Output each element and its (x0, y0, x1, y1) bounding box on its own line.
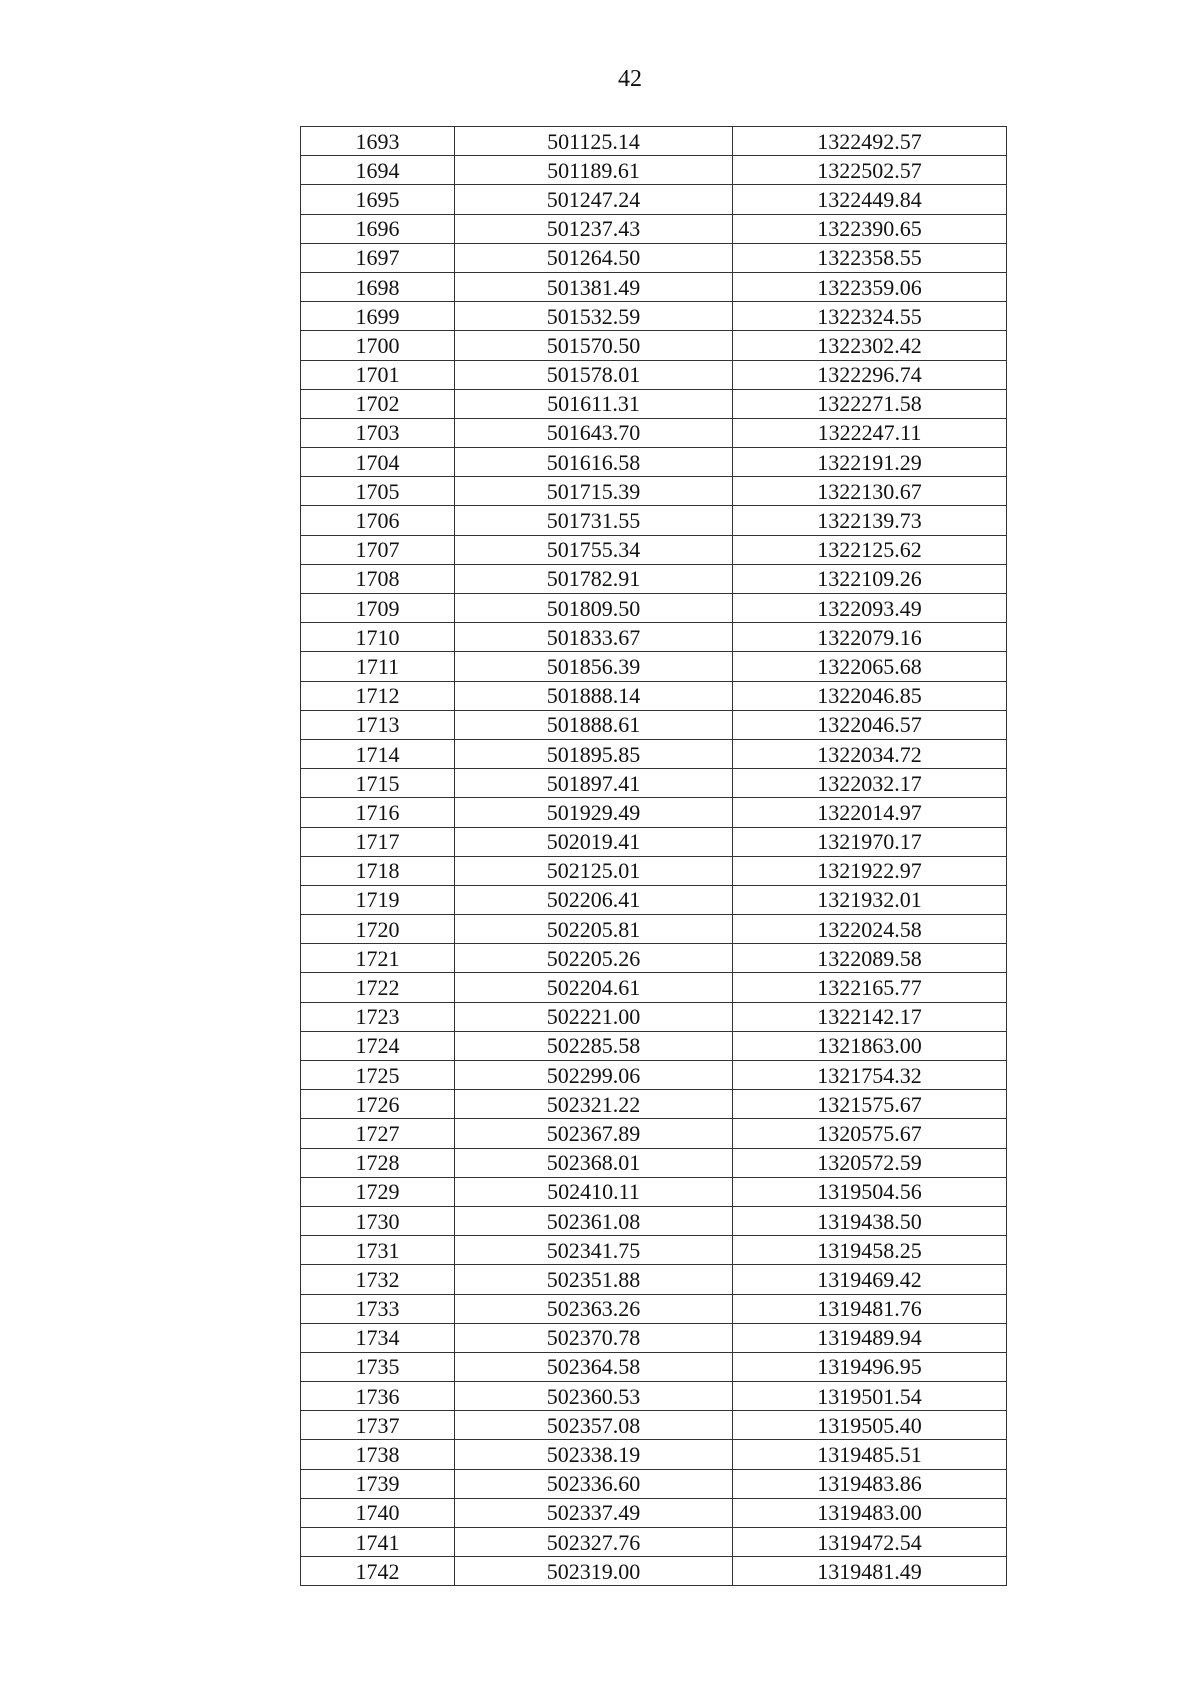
point-number-cell: 1721 (301, 944, 455, 973)
point-number-cell: 1706 (301, 506, 455, 535)
x-coordinate-cell: 502368.01 (455, 1148, 733, 1177)
y-coordinate-cell: 1322390.65 (733, 214, 1007, 243)
point-number-cell: 1710 (301, 623, 455, 652)
x-coordinate-cell: 501381.49 (455, 272, 733, 301)
table-row (301, 769, 1007, 798)
y-coordinate-cell: 1322109.26 (733, 564, 1007, 593)
x-coordinate-cell: 502367.89 (455, 1119, 733, 1148)
y-coordinate-cell: 1322165.77 (733, 973, 1007, 1002)
y-coordinate-cell: 1321932.01 (733, 885, 1007, 914)
y-coordinate-cell: 1322065.68 (733, 652, 1007, 681)
y-coordinate-cell: 1322324.55 (733, 302, 1007, 331)
table-row (301, 564, 1007, 593)
table-row (301, 1119, 1007, 1148)
coordinates-table-body (301, 127, 1007, 1586)
table-row (301, 681, 1007, 710)
table-row (301, 1177, 1007, 1206)
x-coordinate-cell: 501247.24 (455, 185, 733, 214)
y-coordinate-cell: 1319469.42 (733, 1265, 1007, 1294)
y-coordinate-cell: 1322359.06 (733, 272, 1007, 301)
point-number-cell: 1740 (301, 1498, 455, 1527)
x-coordinate-cell: 501189.61 (455, 156, 733, 185)
y-coordinate-cell: 1322296.74 (733, 360, 1007, 389)
x-coordinate-cell: 501929.49 (455, 798, 733, 827)
table-row (301, 1323, 1007, 1352)
y-coordinate-cell: 1319472.54 (733, 1528, 1007, 1557)
x-coordinate-cell: 502299.06 (455, 1061, 733, 1090)
table-row (301, 1557, 1007, 1586)
y-coordinate-cell: 1322034.72 (733, 739, 1007, 768)
y-coordinate-cell: 1322130.67 (733, 477, 1007, 506)
point-number-cell: 1713 (301, 710, 455, 739)
y-coordinate-cell: 1319438.50 (733, 1206, 1007, 1235)
table-row (301, 535, 1007, 564)
point-number-cell: 1697 (301, 243, 455, 272)
x-coordinate-cell: 502341.75 (455, 1236, 733, 1265)
point-number-cell: 1705 (301, 477, 455, 506)
x-coordinate-cell: 501782.91 (455, 564, 733, 593)
table-row (301, 1294, 1007, 1323)
x-coordinate-cell: 501532.59 (455, 302, 733, 331)
x-coordinate-cell: 502357.08 (455, 1411, 733, 1440)
x-coordinate-cell: 501895.85 (455, 739, 733, 768)
x-coordinate-cell: 502361.08 (455, 1206, 733, 1235)
y-coordinate-cell: 1319481.49 (733, 1557, 1007, 1586)
y-coordinate-cell: 1319504.56 (733, 1177, 1007, 1206)
point-number-cell: 1708 (301, 564, 455, 593)
y-coordinate-cell: 1319501.54 (733, 1382, 1007, 1411)
point-number-cell: 1709 (301, 594, 455, 623)
x-coordinate-cell: 502336.60 (455, 1469, 733, 1498)
table-row (301, 710, 1007, 739)
x-coordinate-cell: 501856.39 (455, 652, 733, 681)
table-row (301, 1440, 1007, 1469)
y-coordinate-cell: 1319481.76 (733, 1294, 1007, 1323)
table-row (301, 798, 1007, 827)
table-row (301, 623, 1007, 652)
x-coordinate-cell: 501611.31 (455, 389, 733, 418)
y-coordinate-cell: 1321970.17 (733, 827, 1007, 856)
y-coordinate-cell: 1322032.17 (733, 769, 1007, 798)
point-number-cell: 1716 (301, 798, 455, 827)
table-row (301, 214, 1007, 243)
x-coordinate-cell: 501237.43 (455, 214, 733, 243)
x-coordinate-cell: 501643.70 (455, 418, 733, 447)
point-number-cell: 1695 (301, 185, 455, 214)
coordinates-table-container (300, 126, 1007, 1586)
x-coordinate-cell: 501833.67 (455, 623, 733, 652)
point-number-cell: 1741 (301, 1528, 455, 1557)
x-coordinate-cell: 502327.76 (455, 1528, 733, 1557)
point-number-cell: 1730 (301, 1206, 455, 1235)
point-number-cell: 1701 (301, 360, 455, 389)
point-number-cell: 1703 (301, 418, 455, 447)
y-coordinate-cell: 1319485.51 (733, 1440, 1007, 1469)
x-coordinate-cell: 502221.00 (455, 1002, 733, 1031)
x-coordinate-cell: 502204.61 (455, 973, 733, 1002)
table-row (301, 389, 1007, 418)
x-coordinate-cell: 501264.50 (455, 243, 733, 272)
y-coordinate-cell: 1319496.95 (733, 1352, 1007, 1381)
x-coordinate-cell: 502285.58 (455, 1031, 733, 1060)
table-row (301, 973, 1007, 1002)
x-coordinate-cell: 501578.01 (455, 360, 733, 389)
table-row (301, 1206, 1007, 1235)
table-row (301, 331, 1007, 360)
point-number-cell: 1725 (301, 1061, 455, 1090)
x-coordinate-cell: 502360.53 (455, 1382, 733, 1411)
point-number-cell: 1714 (301, 739, 455, 768)
table-row (301, 885, 1007, 914)
table-row (301, 1352, 1007, 1381)
y-coordinate-cell: 1322302.42 (733, 331, 1007, 360)
table-row (301, 739, 1007, 768)
point-number-cell: 1736 (301, 1382, 455, 1411)
y-coordinate-cell: 1322449.84 (733, 185, 1007, 214)
table-row (301, 1498, 1007, 1527)
point-number-cell: 1724 (301, 1031, 455, 1060)
table-row (301, 827, 1007, 856)
y-coordinate-cell: 1322014.97 (733, 798, 1007, 827)
table-row (301, 1411, 1007, 1440)
point-number-cell: 1719 (301, 885, 455, 914)
y-coordinate-cell: 1321754.32 (733, 1061, 1007, 1090)
x-coordinate-cell: 502206.41 (455, 885, 733, 914)
table-row (301, 302, 1007, 331)
x-coordinate-cell: 501731.55 (455, 506, 733, 535)
point-number-cell: 1704 (301, 448, 455, 477)
y-coordinate-cell: 1322089.58 (733, 944, 1007, 973)
point-number-cell: 1694 (301, 156, 455, 185)
x-coordinate-cell: 502319.00 (455, 1557, 733, 1586)
y-coordinate-cell: 1319458.25 (733, 1236, 1007, 1265)
point-number-cell: 1735 (301, 1352, 455, 1381)
point-number-cell: 1732 (301, 1265, 455, 1294)
point-number-cell: 1722 (301, 973, 455, 1002)
table-row (301, 1090, 1007, 1119)
y-coordinate-cell: 1321863.00 (733, 1031, 1007, 1060)
table-row (301, 1469, 1007, 1498)
x-coordinate-cell: 501755.34 (455, 535, 733, 564)
point-number-cell: 1696 (301, 214, 455, 243)
point-number-cell: 1739 (301, 1469, 455, 1498)
point-number-cell: 1734 (301, 1323, 455, 1352)
point-number-cell: 1718 (301, 856, 455, 885)
y-coordinate-cell: 1319505.40 (733, 1411, 1007, 1440)
x-coordinate-cell: 502205.26 (455, 944, 733, 973)
x-coordinate-cell: 502321.22 (455, 1090, 733, 1119)
table-row (301, 915, 1007, 944)
table-row (301, 1061, 1007, 1090)
x-coordinate-cell: 501125.14 (455, 127, 733, 156)
x-coordinate-cell: 502363.26 (455, 1294, 733, 1323)
table-row (301, 1002, 1007, 1031)
table-row (301, 448, 1007, 477)
x-coordinate-cell: 502125.01 (455, 856, 733, 885)
y-coordinate-cell: 1322358.55 (733, 243, 1007, 272)
table-row (301, 652, 1007, 681)
table-row (301, 594, 1007, 623)
y-coordinate-cell: 1320575.67 (733, 1119, 1007, 1148)
table-row (301, 360, 1007, 389)
y-coordinate-cell: 1322142.17 (733, 1002, 1007, 1031)
point-number-cell: 1712 (301, 681, 455, 710)
table-row (301, 127, 1007, 156)
y-coordinate-cell: 1322093.49 (733, 594, 1007, 623)
x-coordinate-cell: 502351.88 (455, 1265, 733, 1294)
table-row (301, 1265, 1007, 1294)
point-number-cell: 1728 (301, 1148, 455, 1177)
x-coordinate-cell: 502205.81 (455, 915, 733, 944)
y-coordinate-cell: 1322271.58 (733, 389, 1007, 418)
y-coordinate-cell: 1322046.57 (733, 710, 1007, 739)
point-number-cell: 1729 (301, 1177, 455, 1206)
x-coordinate-cell: 502410.11 (455, 1177, 733, 1206)
point-number-cell: 1733 (301, 1294, 455, 1323)
point-number-cell: 1737 (301, 1411, 455, 1440)
y-coordinate-cell: 1322191.29 (733, 448, 1007, 477)
point-number-cell: 1742 (301, 1557, 455, 1586)
x-coordinate-cell: 501809.50 (455, 594, 733, 623)
y-coordinate-cell: 1322502.57 (733, 156, 1007, 185)
table-row (301, 1528, 1007, 1557)
y-coordinate-cell: 1322125.62 (733, 535, 1007, 564)
point-number-cell: 1727 (301, 1119, 455, 1148)
table-row (301, 156, 1007, 185)
x-coordinate-cell: 501616.58 (455, 448, 733, 477)
x-coordinate-cell: 502019.41 (455, 827, 733, 856)
y-coordinate-cell: 1322139.73 (733, 506, 1007, 535)
y-coordinate-cell: 1322247.11 (733, 418, 1007, 447)
point-number-cell: 1717 (301, 827, 455, 856)
point-number-cell: 1738 (301, 1440, 455, 1469)
point-number-cell: 1707 (301, 535, 455, 564)
table-row (301, 856, 1007, 885)
table-row (301, 418, 1007, 447)
y-coordinate-cell: 1321575.67 (733, 1090, 1007, 1119)
page-number: 42 (618, 66, 642, 92)
point-number-cell: 1720 (301, 915, 455, 944)
table-row (301, 1031, 1007, 1060)
table-row (301, 185, 1007, 214)
table-row (301, 272, 1007, 301)
point-number-cell: 1702 (301, 389, 455, 418)
x-coordinate-cell: 501897.41 (455, 769, 733, 798)
x-coordinate-cell: 502364.58 (455, 1352, 733, 1381)
point-number-cell: 1698 (301, 272, 455, 301)
y-coordinate-cell: 1321922.97 (733, 856, 1007, 885)
table-row (301, 1236, 1007, 1265)
y-coordinate-cell: 1322024.58 (733, 915, 1007, 944)
point-number-cell: 1731 (301, 1236, 455, 1265)
x-coordinate-cell: 501888.61 (455, 710, 733, 739)
point-number-cell: 1700 (301, 331, 455, 360)
y-coordinate-cell: 1322079.16 (733, 623, 1007, 652)
coordinates-table (300, 126, 1007, 1586)
point-number-cell: 1693 (301, 127, 455, 156)
y-coordinate-cell: 1322492.57 (733, 127, 1007, 156)
y-coordinate-cell: 1319483.86 (733, 1469, 1007, 1498)
x-coordinate-cell: 501715.39 (455, 477, 733, 506)
y-coordinate-cell: 1320572.59 (733, 1148, 1007, 1177)
point-number-cell: 1711 (301, 652, 455, 681)
x-coordinate-cell: 502337.49 (455, 1498, 733, 1527)
table-row (301, 1148, 1007, 1177)
x-coordinate-cell: 502338.19 (455, 1440, 733, 1469)
table-row (301, 1382, 1007, 1411)
x-coordinate-cell: 501570.50 (455, 331, 733, 360)
x-coordinate-cell: 502370.78 (455, 1323, 733, 1352)
table-row (301, 944, 1007, 973)
point-number-cell: 1715 (301, 769, 455, 798)
point-number-cell: 1699 (301, 302, 455, 331)
point-number-cell: 1726 (301, 1090, 455, 1119)
table-row (301, 506, 1007, 535)
table-row (301, 243, 1007, 272)
y-coordinate-cell: 1319489.94 (733, 1323, 1007, 1352)
point-number-cell: 1723 (301, 1002, 455, 1031)
y-coordinate-cell: 1322046.85 (733, 681, 1007, 710)
x-coordinate-cell: 501888.14 (455, 681, 733, 710)
y-coordinate-cell: 1319483.00 (733, 1498, 1007, 1527)
table-row (301, 477, 1007, 506)
